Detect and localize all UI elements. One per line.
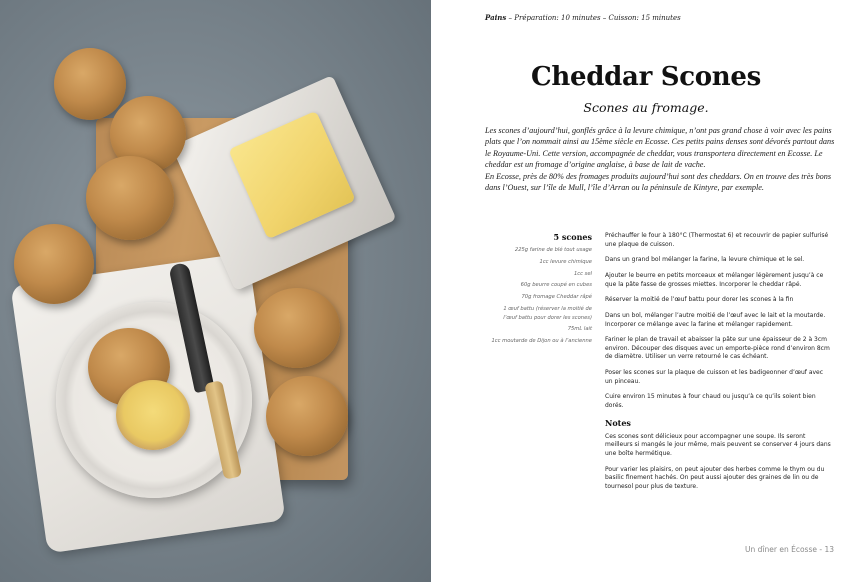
intro-paragraph: En Ecosse, près de 80% des fromages produits aujourd’hui sont des cheddars. On en trouve des très bons dans l’Ouest, sur l’île de Mull, l’île d’Arran ou la péninsule de Kintyre, par exemple.: [485, 171, 832, 193]
ingredient-item: 225g farine de blé tout usage: [514, 247, 592, 253]
recipe-category: Pains: [485, 13, 507, 22]
scone: [266, 376, 348, 456]
scone: [14, 224, 94, 304]
method-step: Ajouter le beurre en petits morceaux et mélanger légèrement jusqu’à ce que la pâte fasse de grosses miettes. Incorporer le cheddar râpé.: [605, 271, 824, 288]
method-step: Fariner le plan de travail et abaisser la pâte sur une épaisseur de 2 à 3cm environ. Découper des disques avec un emporte-pièce rond d’environ 8cm de diamètre. Utiliser un verre retourné le cas échéant.: [605, 336, 830, 361]
note-item: Ces scones sont délicieux pour accompagner une soupe. Ils seront meilleurs si mangés le jour même, mais peuvent se conserver 4 jours dans une boîte hermétique.: [605, 432, 831, 457]
method-step: Préchauffer le four à 180°C (Thermostat 6) et recouvrir de papier sulfurisé une plaque de cuisson.: [605, 232, 829, 248]
scone: [54, 48, 126, 120]
scone: [86, 156, 174, 240]
notes-title: Notes: [605, 417, 631, 428]
method-step: Poser les scones sur la plaque de cuisson et les badigeonner d’œuf avec un pinceau.: [605, 369, 824, 385]
note-item: Pour varier les plaisirs, on peut ajouter des herbes comme le thym ou du basilic finement hachés. On peut aussi ajouter des graines de lin ou de tournesol pour plus de texture.: [605, 465, 825, 490]
ingredient-item: 75mL lait: [567, 326, 592, 333]
ingredient-item: 1cc moutarde de Dijon ou à l’ancienne: [491, 338, 592, 345]
ingredients-list: [491, 232, 592, 349]
buttered-scone-half: [116, 380, 190, 450]
ingredient-item: 60g beurre coupé en cubes: [520, 282, 592, 289]
method-steps: [605, 232, 831, 498]
ingredient-item: 1cc levure chimique: [539, 258, 592, 265]
recipe-subtitle: Scones au fromage.: [583, 100, 709, 115]
recipe-times: – Préparation: 10 minutes – Cuisson: 15 minutes: [508, 14, 681, 22]
intro-paragraph: Les scones d’aujourd’hui, gonflés grâce à la levure chimique, n’ont pas grand chose à voir avec les pains plats que l’on nommait ainsi au 15ème siècle en Ecosse. Ces petits pains denses sont dévorés partout dans le Royaume-Uni. Cette version, accompagnée de cheddar, vous transportera directement en Ecosse. Le cheddar est un fromage d’origine anglaise, à base de lait de vache.: [485, 126, 835, 170]
recipe-intro: [485, 125, 835, 193]
method-step: Dans un bol, mélanger l’autre moitié de l’œuf avec le lait et la moutarde. Incorporer ce mélange avec la farine et mélanger rapidement.: [605, 311, 826, 328]
method-step: Cuire environ 15 minutes à four chaud ou jusqu’à ce qu’ils soient bien dorés.: [605, 393, 816, 409]
ingredient-item: 70g fromage Cheddar râpé: [521, 294, 592, 301]
ingredient-item: 1cc sel: [574, 270, 592, 277]
recipe-title: Cheddar Scones: [531, 62, 761, 92]
scone: [254, 288, 340, 368]
page-footer: Un dîner en Écosse - 13: [745, 545, 834, 554]
recipe-page: [431, 0, 861, 582]
method-step: Dans un grand bol mélanger la farine, la levure chimique et le sel.: [605, 256, 805, 264]
method-step: Réserver la moitié de l’œuf battu pour dorer les scones à la fin: [605, 296, 794, 304]
recipe-meta: [485, 13, 681, 22]
ingredient-item: 1 œuf battu (réserver la moitié de l’œuf battu pour dorer les scones): [503, 305, 592, 321]
ingredients-title: 5 scones: [553, 232, 592, 242]
